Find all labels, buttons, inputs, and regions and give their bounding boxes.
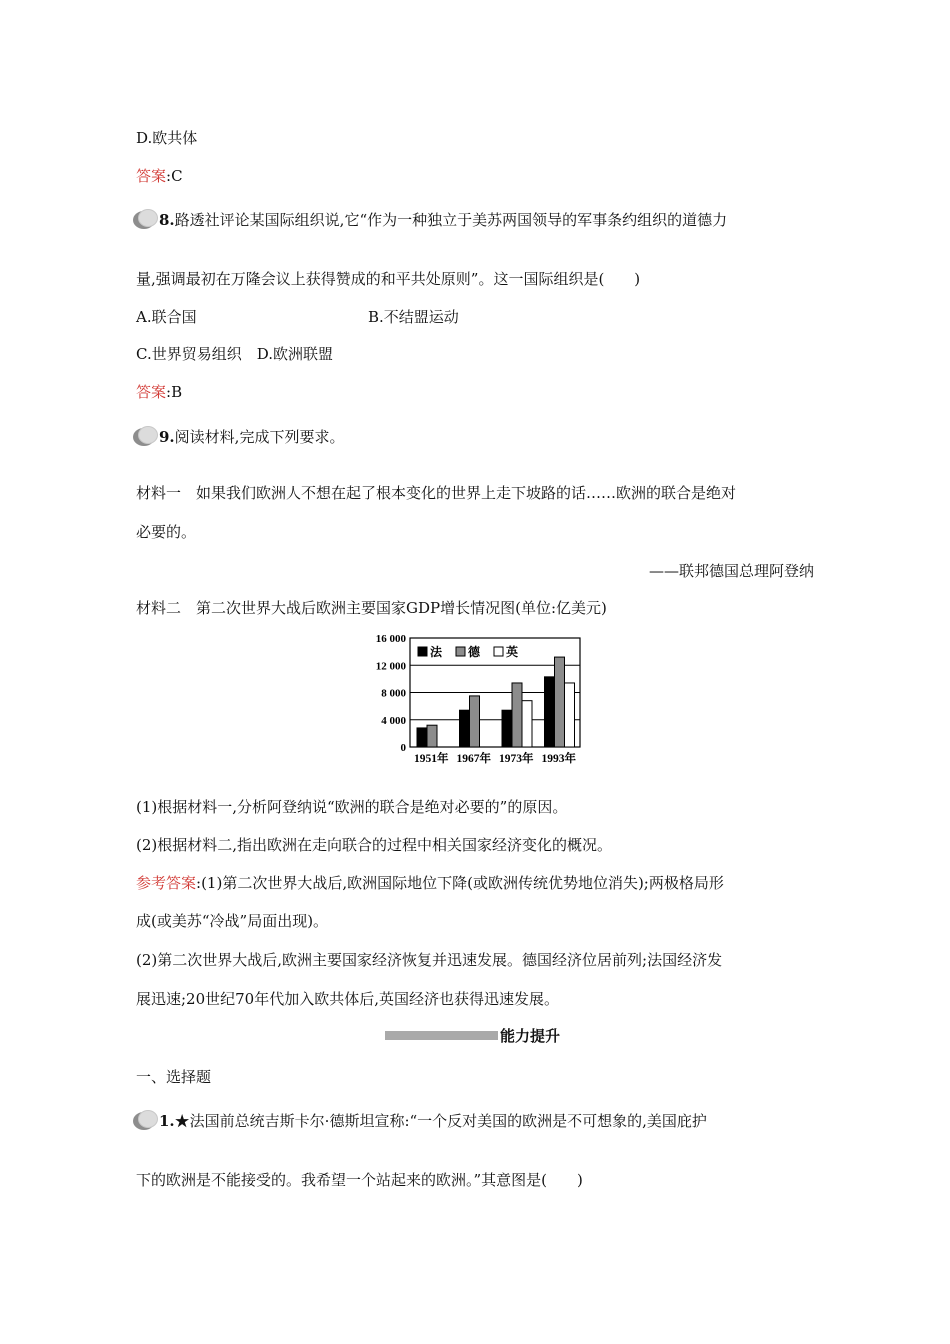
subquestion-1: (1)根据材料一,分析阿登纳说“欧洲的联合是绝对必要的”的原因。 [136, 798, 568, 816]
q1-stem-line1 [133, 1110, 707, 1131]
q8-text: 路透社评论某国际组织说,它“作为一种独立于美苏两国领导的军事条约组织的道德力 [174, 211, 728, 229]
legend-label: 德 [468, 645, 481, 659]
bar-德-1951年 [427, 725, 437, 747]
y-tick-label: 12 000 [375, 660, 406, 673]
section-title: 能力提升 [500, 1027, 561, 1045]
x-tick-label: 1993年 [541, 753, 576, 765]
bar-德-1973年 [512, 683, 522, 747]
q9-number: 9. [159, 428, 175, 446]
bar-法-1967年 [460, 710, 470, 747]
question-bubble-icon [133, 209, 157, 229]
q7-answer [136, 166, 183, 186]
material2-caption: 材料二 第二次世界大战后欧洲主要国家GDP增长情况图(单位:亿美元) [136, 599, 607, 617]
y-tick-label: 16 000 [375, 633, 406, 645]
bar-英-1993年 [565, 683, 575, 747]
part-title: 一、选择题 [136, 1068, 212, 1086]
question-bubble-icon [133, 1110, 157, 1130]
bar-法-1951年 [417, 728, 427, 747]
answer-value: :B [166, 383, 183, 401]
legend-label: 英 [506, 645, 519, 659]
q8-number: 8. [159, 211, 175, 229]
x-tick-label: 1951年 [414, 753, 449, 765]
q8-answer [136, 382, 182, 402]
answer-label: 答案 [136, 167, 167, 185]
reference-answer-line3: (2)第二次世界大战后,欧洲主要国家经济恢复并迅速发展。德国经济位居前列;法国经济发 [136, 951, 723, 969]
reference-answer-line1 [136, 873, 724, 893]
legend-swatch [494, 647, 503, 656]
y-tick-label: 4 000 [381, 714, 406, 727]
q8-option-b: B.不结盟运动 [368, 308, 459, 326]
bar-英-1973年 [522, 701, 532, 747]
y-tick-label: 0 [400, 742, 406, 754]
q1-text: ★法国前总统吉斯卡尔·德斯坦宣称:“一个反对美国的欧洲是不可想象的,美国庇护 [174, 1112, 707, 1130]
answer-label: 答案 [136, 383, 167, 401]
q7-option-d: D.欧共体 [136, 129, 198, 147]
q1-stem-line2: 下的欧洲是不能接受的。我希望一个站起来的欧洲。”其意图是( ) [136, 1171, 583, 1189]
legend-label: 法 [430, 645, 443, 659]
answer-value: :C [166, 167, 183, 185]
subquestion-2: (2)根据材料二,指出欧洲在走向联合的过程中相关国家经济变化的概况。 [136, 836, 613, 854]
q9-stem [133, 426, 344, 447]
y-tick-label: 8 000 [381, 687, 406, 700]
reference-answer-line2: 成(或美苏“冷战”局面出现)。 [136, 912, 329, 930]
material1-line2: 必要的。 [136, 523, 197, 541]
bar-德-1993年 [555, 657, 565, 747]
gdp-bar-chart [360, 628, 590, 768]
x-tick-label: 1973年 [499, 753, 534, 765]
q8-stem-line2: 量,强调最初在万隆会议上获得赞成的和平共处原则”。这一国际组织是( ) [136, 270, 641, 288]
question-bubble-icon [133, 426, 157, 446]
q9-text: 阅读材料,完成下列要求。 [174, 428, 345, 446]
reference-answer-label: 参考答案 [136, 874, 197, 892]
q8-option-a: A.联合国 [136, 308, 197, 326]
reference-answer-text: :(1)第二次世界大战后,欧洲国际地位下降(或欧洲传统优势地位消失);两极格局形 [196, 874, 724, 892]
reference-answer-line4: 展迅速;20世纪70年代加入欧共体后,英国经济也获得迅速发展。 [136, 990, 559, 1008]
material1-line1: 材料一 如果我们欧洲人不想在起了根本变化的世界上走下坡路的话……欧洲的联合是绝对 [136, 484, 737, 502]
legend-swatch [456, 647, 465, 656]
x-tick-label: 1967年 [456, 753, 491, 765]
bar-德-1967年 [470, 696, 480, 747]
material1-source: ——联邦德国总理阿登纳 [648, 562, 814, 580]
q8-stem-line1 [133, 209, 727, 230]
q8-option-cd: C.世界贸易组织 D.欧洲联盟 [136, 345, 333, 363]
bar-法-1973年 [502, 710, 512, 747]
q1-number: 1. [159, 1112, 175, 1130]
legend-swatch [418, 647, 427, 656]
section-divider-bar [385, 1031, 498, 1040]
bar-法-1993年 [545, 677, 555, 747]
